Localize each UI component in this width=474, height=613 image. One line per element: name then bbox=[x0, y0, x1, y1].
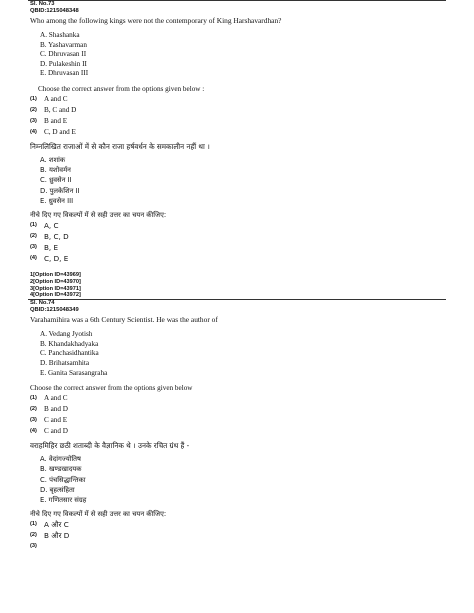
option-item: A. Shashanka bbox=[40, 31, 80, 39]
question-paper bbox=[28, 0, 446, 552]
option-item: A. Vedang Jyotish bbox=[40, 330, 93, 339]
answer-choices-en bbox=[30, 393, 444, 437]
question-block-74 bbox=[28, 300, 446, 552]
option-item: A. वेदांगज्योतिष bbox=[40, 455, 81, 464]
option-item: C. ध्रुवसेन II bbox=[40, 176, 72, 185]
option-id: 3[Option ID=43971] bbox=[30, 285, 81, 292]
qbid: QBID:1215048348 bbox=[30, 8, 79, 14]
serial-number: Sl. No.73 bbox=[30, 1, 55, 7]
answer-choice[interactable]: (3) bbox=[30, 543, 37, 550]
answer-choice[interactable]: (3) B, E bbox=[30, 242, 59, 252]
answer-choices-en bbox=[30, 94, 444, 138]
option-item: B. यशोवर्मन bbox=[40, 166, 71, 175]
option-item: E. ध्रुवसेन III bbox=[40, 196, 74, 205]
answer-choices-hi bbox=[30, 220, 444, 264]
answer-choice[interactable]: (4) C, D and E bbox=[30, 127, 76, 136]
serial-number: Sl. No.74 bbox=[30, 300, 55, 307]
option-item: C. Panchasidhantika bbox=[40, 349, 99, 358]
option-item: D. पुलकेशिन II bbox=[40, 186, 80, 195]
answer-choice[interactable]: (1) A and C bbox=[30, 394, 68, 403]
question-text-hi: वराहमिहिर छठी शताब्दी के वैज्ञानिक थे । उनके रचित ग्रंथ हैं - bbox=[30, 441, 190, 451]
answer-choice[interactable]: (1) A and C bbox=[30, 94, 68, 103]
question-text-hi: निम्नलिखित राजाओं में से कौन राजा हर्षवर्धन के समकालीन नहीं था । bbox=[30, 141, 210, 151]
answer-choice[interactable]: (2) B, C, D bbox=[30, 231, 69, 241]
answer-choices-hi bbox=[30, 519, 444, 552]
choose-prompt-en: Choose the correct answer from the options given below bbox=[30, 384, 193, 393]
option-id: 1[Option ID=43969] bbox=[30, 271, 81, 278]
options-list-en bbox=[40, 31, 444, 79]
option-item: E. Dhruvasan III bbox=[40, 69, 89, 78]
question-text-en: Who among the following kings were not the contemporary of King Harshavardhan? bbox=[30, 16, 282, 25]
choose-prompt-hi: नीचे दिए गए विकल्पों में से सही उत्तर का चयन कीजिए: bbox=[30, 510, 167, 519]
option-item: B. Khandakhadyaka bbox=[40, 339, 99, 348]
answer-choice[interactable]: (3) B and E bbox=[30, 116, 68, 125]
option-item: C. Dhruvasan II bbox=[40, 50, 87, 59]
choose-prompt-hi: नीचे दिए गए विकल्पों में से सही उत्तर का चयन कीजिए: bbox=[30, 210, 167, 219]
question-text-en: Varahamihira was a 6th Century Scientist. He was the author of bbox=[30, 315, 218, 325]
option-item: D. Pulakeshin II bbox=[40, 59, 87, 68]
option-item: B. खण्डखादयक bbox=[40, 465, 82, 474]
answer-choice[interactable]: (2) B, C and D bbox=[30, 105, 77, 114]
option-item: D. Brihatsamhita bbox=[40, 358, 90, 367]
option-id: 4[Option ID=43972] bbox=[30, 292, 81, 299]
answer-choice[interactable]: (3) C and E bbox=[30, 416, 68, 425]
answer-choice[interactable]: (2) B and D bbox=[30, 405, 68, 414]
qbid: QBID:1215048349 bbox=[30, 307, 79, 314]
option-id-list bbox=[30, 272, 444, 299]
question-block-73 bbox=[28, 1, 446, 299]
option-item: C. पंचसिद्धान्तिका bbox=[40, 475, 86, 484]
answer-choice[interactable]: (2) B और D bbox=[30, 531, 70, 541]
option-item: B. Yashavarman bbox=[40, 40, 87, 49]
options-list-en bbox=[40, 330, 444, 378]
option-item: D. बृहत्संहिता bbox=[40, 485, 75, 494]
answer-choice[interactable]: (1) A, C bbox=[30, 220, 59, 230]
option-item: A. शशांक bbox=[40, 155, 66, 164]
option-id: 2[Option ID=43970] bbox=[30, 278, 81, 285]
answer-choice[interactable]: (4) C and D bbox=[30, 427, 68, 436]
options-list-hi bbox=[40, 155, 444, 206]
option-item: E. गणितसार संग्रह bbox=[40, 495, 87, 504]
answer-choice[interactable]: (1) A और C bbox=[30, 520, 69, 530]
answer-choice[interactable]: (4) C, D, E bbox=[30, 253, 69, 263]
option-item: E. Ganita Sarasangraha bbox=[40, 368, 108, 377]
choose-prompt-en: Choose the correct answer from the options given below : bbox=[38, 84, 205, 93]
options-list-hi bbox=[40, 454, 444, 505]
